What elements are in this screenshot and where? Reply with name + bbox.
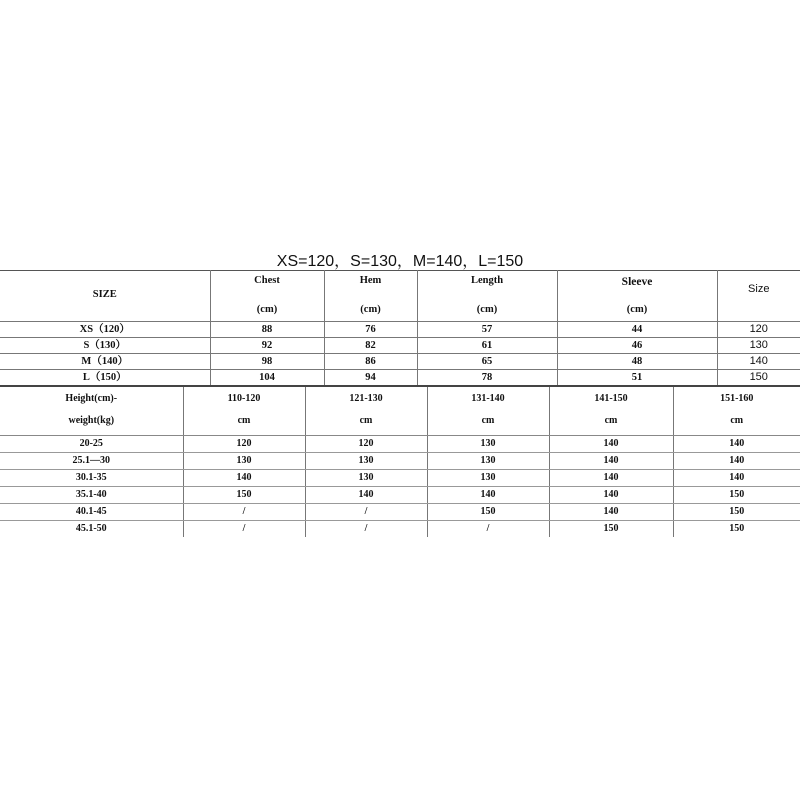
- value-cell: 130: [427, 470, 549, 487]
- hem-header-cell: [324, 271, 417, 322]
- value-cell: 140: [549, 436, 673, 453]
- weight-cell: 20-25: [0, 436, 183, 453]
- sleeve-unit-label: (cm): [626, 304, 648, 315]
- size-header-label: SIZE: [92, 289, 117, 300]
- size-cell: M（140）: [0, 354, 210, 370]
- value-cell: 140: [549, 487, 673, 504]
- chest-cell: 104: [210, 370, 324, 387]
- sleeve-cell: 48: [557, 354, 717, 370]
- chest-header-cell: [210, 271, 324, 322]
- hem-header-label: Hem: [359, 275, 382, 286]
- weight-cell: 25.1—30: [0, 453, 183, 470]
- sleeve-cell: 46: [557, 338, 717, 354]
- weight-cell: 30.1-35: [0, 470, 183, 487]
- size-chart-table: [0, 270, 800, 387]
- value-cell: 150: [673, 521, 800, 538]
- value-cell: 150: [183, 487, 305, 504]
- weight-label: weight(kg): [68, 415, 115, 426]
- size-cell: XS（120）: [0, 322, 210, 338]
- value-cell: /: [427, 521, 549, 538]
- unit-label: cm: [237, 415, 251, 426]
- value-cell: 120: [183, 436, 305, 453]
- height-range-cell: [183, 387, 305, 436]
- size-value-cell: 130: [717, 338, 800, 354]
- length-unit-label: (cm): [476, 304, 498, 315]
- unit-label: cm: [604, 415, 618, 426]
- sleeve-header-cell: [557, 271, 717, 322]
- unit-label: cm: [359, 415, 373, 426]
- table-row: [0, 370, 800, 387]
- size-cell: L（150）: [0, 370, 210, 387]
- hem-cell: 76: [324, 322, 417, 338]
- length-cell: 65: [417, 354, 557, 370]
- size-cell: S（130）: [0, 338, 210, 354]
- size-value-cell: 120: [717, 322, 800, 338]
- table-row: [0, 322, 800, 338]
- corner-header-cell: [0, 387, 183, 436]
- height-range-label: 151-160: [720, 393, 754, 404]
- weight-table-header: [0, 387, 800, 436]
- value-cell: 140: [549, 453, 673, 470]
- chest-cell: 92: [210, 338, 324, 354]
- value-cell: /: [183, 521, 305, 538]
- height-range-cell: [305, 387, 427, 436]
- length-cell: 57: [417, 322, 557, 338]
- size-col-header-label: Size: [748, 283, 770, 295]
- value-cell: 140: [673, 436, 800, 453]
- table-row: [0, 436, 800, 453]
- unit-label: cm: [730, 415, 744, 426]
- value-cell: 140: [673, 453, 800, 470]
- value-cell: 130: [305, 470, 427, 487]
- size-table-header: [0, 271, 800, 322]
- height-range-label: 131-140: [471, 393, 505, 404]
- value-cell: 120: [305, 436, 427, 453]
- height-range-label: 110-120: [227, 393, 261, 404]
- length-header-cell: [417, 271, 557, 322]
- chest-cell: 98: [210, 354, 324, 370]
- chest-unit-label: (cm): [256, 304, 278, 315]
- value-cell: 130: [183, 453, 305, 470]
- height-weight-table: [0, 387, 800, 537]
- sleeve-cell: 51: [557, 370, 717, 387]
- value-cell: 140: [183, 470, 305, 487]
- table-row: [0, 354, 800, 370]
- size-col-header-cell: [717, 271, 800, 322]
- value-cell: 130: [427, 453, 549, 470]
- sleeve-header-label: Sleeve: [621, 276, 653, 288]
- table-row: [0, 521, 800, 538]
- size-value-cell: 150: [717, 370, 800, 387]
- value-cell: /: [183, 504, 305, 521]
- chest-header-label: Chest: [254, 275, 280, 286]
- value-cell: 140: [673, 470, 800, 487]
- size-value-cell: 140: [717, 354, 800, 370]
- value-cell: 130: [427, 436, 549, 453]
- height-range-cell: [673, 387, 800, 436]
- page-title: XS=120，S=130，M=140，L=150: [276, 253, 524, 270]
- length-cell: 78: [417, 370, 557, 387]
- value-cell: 140: [549, 504, 673, 521]
- height-range-cell: [549, 387, 673, 436]
- table-row: [0, 470, 800, 487]
- hem-cell: 94: [324, 370, 417, 387]
- weight-cell: 40.1-45: [0, 504, 183, 521]
- height-label: Height(cm)-: [65, 393, 118, 404]
- hem-cell: 86: [324, 354, 417, 370]
- value-cell: 150: [673, 487, 800, 504]
- length-cell: 61: [417, 338, 557, 354]
- size-header-cell: [0, 271, 210, 322]
- hem-cell: 82: [324, 338, 417, 354]
- value-cell: 140: [305, 487, 427, 504]
- table-row: [0, 487, 800, 504]
- height-range-label: 141-150: [594, 393, 628, 404]
- value-cell: /: [305, 504, 427, 521]
- value-cell: 140: [549, 470, 673, 487]
- table-row: [0, 338, 800, 354]
- value-cell: 130: [305, 453, 427, 470]
- length-header-label: Length: [470, 275, 504, 286]
- hem-unit-label: (cm): [360, 304, 381, 315]
- weight-cell: 45.1-50: [75, 523, 107, 534]
- weight-cell: 35.1-40: [0, 487, 183, 504]
- value-cell: 150: [549, 521, 673, 538]
- unit-label: cm: [481, 415, 495, 426]
- chest-cell: 88: [210, 322, 324, 338]
- value-cell: 150: [673, 504, 800, 521]
- height-range-label: 121-130: [349, 393, 383, 404]
- table-row: [0, 504, 800, 521]
- table-row: [0, 453, 800, 470]
- sleeve-cell: 44: [557, 322, 717, 338]
- value-cell: /: [305, 521, 427, 538]
- value-cell: 150: [427, 504, 549, 521]
- height-range-cell: [427, 387, 549, 436]
- value-cell: 140: [427, 487, 549, 504]
